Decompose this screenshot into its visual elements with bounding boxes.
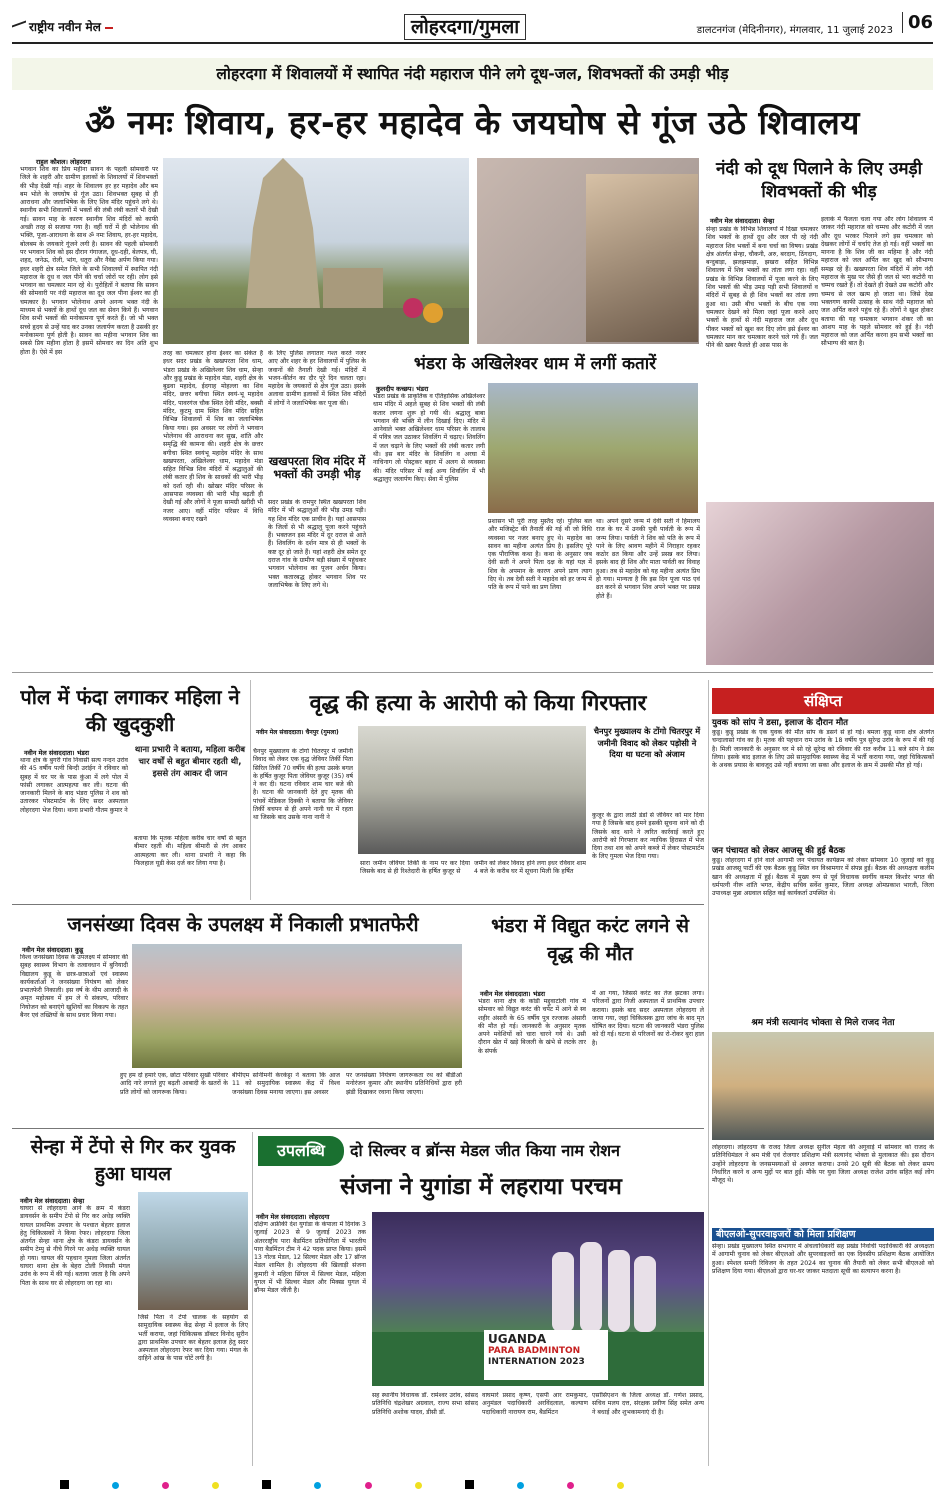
registration-marks — [60, 1474, 880, 1484]
brand-name: राष्ट्रीय नवीन मेल — [29, 20, 101, 34]
column-rule — [250, 680, 251, 900]
murder-arrest-col-2: जमीन को लेकर विवाद होने लगा इधर रविवार शाम 4 बजे के करीब घर में सूचना मिली कि हर्षित — [474, 860, 586, 876]
child-photo — [586, 174, 698, 342]
population-day-col-2: हुए हम दो हमारे एक, छोटा परिवार सुखी परिवार आदि नारे लगाते हुए बढ़ती आबादी के खतरों के प्रति लोगों को जागरूक किया। — [120, 1072, 228, 1096]
badminton-byline: नवीन मेल संवाददाता। लोहरदगा — [256, 1213, 330, 1221]
brand-dash-icon — [105, 27, 113, 29]
lead-column-2: तरह का चमत्कार होना ईश्वर का संकेत है इधर सदर प्रखंड के खखपरता शिव धाम, भंडरा प्रखंड के अखिलेश्वर शिव धाम, सेन्हा और कुडू प्रखंड के महादेव मंडा, शहरी क्षेत्र के बुढवा महादेव, ईदगाह मोहल्ला का शिव मंदिर, छत्तर बगीचा स्थित स्वयं-भू महादेव मंदिर, पावरगंज चौक स्थित देवी मंदिर, बक्सी मंदिर, कुटमु ग्राम स्थित शिव मंदिर सहित विभिन्न शिवालयों में शिव का जलाभिषेक किया गया। इस अवसर पर लोगों ने भगवान भोलेनाथ की आराधना कर सुख, शांति और समृद्धि की कामना की। शहरी क्षेत्र के छत्तर बगीचा स्थित स्वयंभू महादेव मंदिर के साथ खखपरता, अखिलेश्वर धाम, महादेव मंडा सहित विभिन्न शिव मंदिरों में श्रद्धालुओं की लंबी कतार ही शिव के साधकों की भारी भीड़ को दर्शा रही थी। खोखर मंदिर परिसर के आसपास व्यवस्था की भारी भीड़ बढ़ती ही देखी गई और लोगों ने पूजा सामग्री खरीदी भी नजर आए। वहीं मंदिर परिसर में विधि व्यवस्था बनाए रखने — [163, 350, 263, 523]
tempo-accident-text-2: जिसे पिता ने टेंपो चालक के सहयोग से सामुदायिक स्वास्थ्य केंद्र सेन्हा में इलाज के लिए भर्ती कराया, जहां चिकित्सक डॉक्टर विनोद सुरीन द्वारा प्राथमिक उपचार कर बेहतर इलाज हेतु सदर अस्पताल लोहरदगा रेफर कर दिया गया। मंगल के दाहिने आंख के पास चोटें लगी है। — [138, 1314, 248, 1363]
bhandra-akhileshwar-col-1: भंडरा प्रखंड के प्राकृतिक व ऐतिहासिक अखिलेश्वर धाम मंदिर में अहले सुबह से शिव भक्तों की लंबी कतार लगना शुरू हो गयी थी। श्रद्धालु बाबा भगवान की भक्ति में लीन दिखाई दिए। मंदिर में आनेवाले भक्त अखिलेश्वर धाम परिसर के तालाब में पवित्र जल उठाकर शिवलिंग में चढ़ाए। शिवलिंग में जल चढ़ाने के लिए भक्तों की लंबी कतार लगी थी। इस बार मंदिर के शिवलिंग व अरघा में नाचिनाग लो पोस्ट्रकर बहार में अलग से व्यवस्था की। मंदिर परिसर में कई अन्य शिवलिंग में भी श्रद्धालुए जलार्पण किए। सेवा में पुलिस — [373, 393, 485, 483]
pole-suicide-subhead: थाना प्रभारी ने बताया, महिला करीब चार वर्षों से बहुत बीमार रहती थी, इससे तंग आकर दी जान — [134, 744, 246, 778]
murder-arrest-col-3: कुजूर के द्वारा लाठी डंडों से जेवियर को मार दिया गया है जिसके बाद हमने इसकी सूचना थाने को दी जिसके बाद थाने ने त्वरित कार्रवाई करते हुए आरोपी को गिरफ्तार कर न्यायिक हिरासत में भेज दिया तथा शव को अपने कब्जे में लेकर पोस्टमार्टम के लिए गुमला भेज दिया गया। — [592, 812, 704, 861]
lead-kicker-bar — [12, 58, 933, 90]
bhandra-akhileshwar-byline: कुलदीप कच्छप। भंडरा — [376, 385, 429, 393]
registration-dot-icon — [415, 1482, 422, 1489]
badminton-title: संजना ने युगांडा में लहराया परचम — [340, 1174, 622, 1200]
khakhparta-text: सदर प्रखंड के रामपुर स्थित खखपरता शिव मंदिर में भी श्रद्धालुओं की भीड़ उमड़ पड़ी। यह शिव मंदिर एक प्राचीन है। यहां आसपास के जिलों से भी श्रद्धालु पूजा करने पहुंचते हैं। भक्तजन इस मंदिर में दूर दराज से आते हैं। शिवलिंग के दर्शन मात्र से ही भक्तों के कष्ट दूर हो जाते हैं। यहां शहरी क्षेत्र समेत दूर दराज गांव के ग्रामीण बड़ी संख्या में पहुंचकर भगवान भोलेनाथ का पूजन अर्चन किया। भक्त कतारबद्ध होकर भगवान शिव पर जलाभिषेक के लिए लगे थे। — [268, 499, 366, 589]
page-number: 06 — [902, 12, 933, 33]
sankshipt-item-2-text: कुडू। लोहरदगा में होने वाले आगामी जन पंचायत कार्यक्रम को लेकर सोमवार 10 जुलाई को कुडू प्रखंड आजसू पार्टी की एक बैठक कुडू स्थित वन विश्रामगार में संपन्न हुई। बैठक की अध्यक्षता कलीम खान की अध्यक्षता में हुई। बैठक में मुख्य रूप से पूर्व विधायक स्वर्गीय कमल किशोर भगत की धर्मपत्नी नीरू शांति भगत, केंद्रीय सचिव सर्वेश कुमार, जिला अध्यक्ष ओमप्रकाश भारती, जिला उपाध्यक्ष मुन्ना अग्रवाल सहित कई कार्यकर्ता उपस्थित थे। — [712, 857, 934, 898]
pole-suicide-text: थाना क्षेत्र के बुगरी गांव निवासी सत्य नन्दन उरांव की 45 वर्षीय पत्नी बिन्दी उरांईन ने रविवार को सुबह में घर पर के पास कुंआ में लगे पोल में फांसी लगाकर आत्महत्या कर ली। घटना की जानकारी मिलने के बाद भंडरा पुलिस ने शव को उतारकर पोस्टमार्टम के लिए सदर अस्पताल लोहरदगा भेज दिया। थाना प्रभारी गौतम कुमार ने — [20, 757, 128, 814]
lead-headline: ॐ नमः शिवाय, हर-हर महादेव के जयघोष से गूंज उठे शिवालय — [85, 103, 860, 142]
bhandra-akhileshwar-title: भंडरा के अखिलेश्वर धाम में लगीं कतारें — [413, 354, 657, 374]
column-rule — [708, 680, 709, 1466]
pole-suicide-title: पोल में फंदा लगाकर महिला ने की खुदकुशी — [20, 685, 240, 736]
registration-square-icon — [262, 1480, 271, 1489]
registration-dot-icon — [567, 1482, 574, 1489]
murder-arrest-subhead: चैनपुर मुख्यालय के टोंगो चितरपुर में जमीनी विवाद को लेकर पड़ोसी ने दिया था घटना को अंजाम — [593, 726, 701, 759]
registration-square-icon — [465, 1480, 474, 1489]
registration-dot-icon — [517, 1482, 524, 1489]
achievement-bar — [258, 1136, 678, 1166]
masthead — [12, 8, 933, 44]
registration-dot-icon — [212, 1482, 219, 1489]
nandi-box-col-2: इलाके में फैलता चला गया और लोग शिवालय में जाकर नंदी महाराज को चम्मच और कटोरी में जल और दूध भरकर पिलाने लगे इस चमत्कार को देखकर लोगों में चर्चाएं तेज हो गई। वहीं भक्तों का मानना है कि शिव जी का महिमा है और नंदी महाराज को जल अर्पित कर खुद को सौभाग्य समझ रहे हैं। खखपरता शिव मंदिरों में लोग नंदी महाराज के मुख पर जैसे ही जल से भरा कटोरी या चम्मच रखते हैं। तो देखते ही देखते उस कटोरी और चम्मच से जल खत्म हो जाता था। जिसे देख भक्तगण काफी उत्साह के साथ नंदी महाराज को जल अर्पित करने पहुंच रहे हैं। लोगों ने खुश होकर बताया की यह चमत्कार भगवान शंकर जी का आशय माह के पहले सोमवार को हुई है। नंदी महाराज को जल अर्पित करना हम सभी भक्तों का सौभाग्य की बात है। — [821, 216, 933, 348]
achievement-tag: उपलब्धि — [258, 1136, 344, 1166]
registration-square-icon — [60, 1480, 69, 1489]
murder-arrest-title: वृद्ध की हत्या के आरोपी को किया गिरफ्तार — [309, 691, 647, 716]
badminton-col-4: एसोसिएशन के जिला अध्यक्ष डॉ. गणेश प्रसाद, सचिव मलय दत्त, संरक्षक प्रवीण सिंह समेत अन्य ने बधाई और शुभकामनाएं दी है। — [592, 1392, 704, 1416]
section-divider — [12, 672, 933, 673]
rjd-meeting-photo — [712, 1032, 934, 1140]
registration-dot-icon — [162, 1482, 169, 1489]
banner-line-3: INTERNATION 2023 — [488, 1357, 585, 1367]
bhandra-current-col-2: में आ गया, जिससे करंट का तेज झटका लगा। परिजनों द्वारा निजी अस्पताल में प्राथमिक उपचार कराया। इसके बाद सदर अस्पताल लोहरदगा ले जाया गया, जहां चिकित्सक द्वारा जांच के बाद मृत घोषित कर दिया। घटना की जानकारी भंडरा पुलिस को दी गई। घटना से परिजनों का रो-रोकर बुरा हाल है। — [592, 990, 704, 1047]
banner-line-1: UGANDA — [488, 1332, 547, 1346]
registration-dot-icon — [112, 1482, 119, 1489]
tempo-accident-title: सेन्हा में टेंपो से गिर कर युवक हुआ घायल — [30, 1136, 236, 1185]
population-day-col-3: बीपीएम सोनीमनी केरकेट्टा ने बताया कि आज 11 को समुदायिक स्वास्थ्य केंद्र में विश्व जनसंख्या दिवस मनाया जाएगा। इस अवसर — [232, 1072, 340, 1096]
lead-column-1: भगवान शिव का प्रिय महीना सावन के पहली सोमवारी पर जिले के शहरी और ग्रामीण इलाकों के शिवालयों में शिवभक्तों की भीड़ देखी गई। शहर के शिवालय हर हर महादेव और बम बम भोले के जयघोष से गूंज उठा। शिवभक्त सुबह से ही आराधना और जलाभिषेक के लिए शिव मंदिर पहुंचने लगे थे। स्थानीय सभी शिवालयों में भक्तों की लंबी लंबी कतारें भी देखी गई। सावन माह के कारण स्थानीय शिव मंदिरों को काफी अच्छी तरह से सजाया गया है। वहीं घरों में ही भोलेनाथ की भक्ति, पूजा-आराधना के साथ ॐ नमः शिवाय, हर-हर महादेव, बोलबम के जयकारे गूंजने लगी है। सावन की पहली सोमवारी पर भगवान शिव को इस दौरान गंगाजल, दूध-दही, बेलपत्र, घी, शहद, जनेऊ, रोली, भांग, धतूरा और नैवेद्य अर्पण किया गया। इधर शहरी क्षेत्र समेत जिले के सभी शिवालयों में स्थापित नंदी महाराज के दूध व जल पीने की चर्चा जोरों पर रही। लोग इसे भगवान का चमत्कार मान रहे थे। पुरोहितों ने बताया कि सावन की सोमवारी पर नंदी महाराज का दूध जल पीना ईश्वर का ही चमत्कार है। भगवान भोलेनाथ अपने अनन्य भक्त नंदी के माध्यम से भक्तों के हाथों दूध जल का सेवन किये हैं। भगवान शिव सभी भक्तों की मनोकामना पूर्ण करते हैं। जो भी भक्त सच्चे हृदय से उन्हें याद कर उनका जलार्पण करता है उसकी हर मनोकामना पूर्ण होती है। सावन का महीना भगवान शिव का सबसे प्रिय महीना होता है इसमें सोमवार का दिन अति शुभ होता है। ऐसे में इस — [20, 166, 158, 356]
bhandra-akhileshwar-col-2: प्रशासन भी पूरी तरह मुस्तैद रहे। पुलिस बल और मजिस्ट्रेट की तैनाती की गई थी जो विधि व्यवस्था पर नजर बनाए हुए थे। महादेव का सावन का महीना अत्यंत प्रिय है। इसलिए पूरे एक पौराणिक कथा है। कथा के अनुसार जब देवी सती ने अपने पिता दक्ष के यहां यज्ञ में शिव के अपमान के कारण अपने प्राण त्याग दिए थे। तब देवी सती ने महादेव को हर जन्म में पति के रूप में पाने का प्रण लिया — [488, 518, 592, 592]
lead-byline: राहुल कौशल। लोहरदगा — [36, 158, 91, 166]
population-day-byline: नवीन मेल संवाददाता। कुडू — [22, 946, 84, 954]
bhandra-current-title: भंडरा में विद्युत करंट लगने से वृद्ध की मौत — [491, 915, 689, 965]
section-title: लोहरदगा/गुमला — [404, 14, 526, 40]
sankshipt-item-4-text: सेन्हा। प्रखंड मुख्यालय स्थित सभागार में अंचलाधिकारी सह प्रखंड निर्वाची पदाधिकारी की अध्यक्षता में आगामी चुनाव को लेकर बीएलओ और सुपरवाइजरों का एक दिवसीय प्रशिक्षण बैठक आयोजित हुआ। स्पेशल समरी रिविजन के तहत 2024 का चुनाव की तैयारी को लेकर सभी बीएलओ को प्रशिक्षण दिया गया। बीएलओ द्वारा घर-घर जाकर मतदाता सूची का सत्यापन करना है। — [712, 1243, 934, 1275]
dateline: डालटनगंज (मेदिनीनगर), मंगलवार, 11 जुलाई 2023 — [696, 25, 893, 36]
nandi-box-col-1: सेन्हा प्रखंड के विभिन्न शिवालयों में दिखा चमत्कार शिव भक्तों के हाथों दूध और जल पी रहे नंदी महाराज शिव भक्तों में बना चर्चा का विषय। प्रखंड क्षेत्र अंतर्गत सेन्हा, चौकनी, अरु, बरदाग, ठिंगदाग, बन्दुबाड़ा, झलझमाड़ा, झखरा सहित विभिन्न शिवालय में शिव भक्तों का तांता लगा रहा। वहीं प्रखंड के विभिन्न शिवालयों में पूजा करने के लिए शिव भक्तों की भीड़ उमड़ पड़ी सभी शिवालयों व मंदिरों में सुबह से ही शिव भक्तों का तांता लगा हुआ था। उसी बीच भक्तों के बीच एक नया चमत्कार देखने को मिला जहां पूजा करने आए भक्तों के हाथों से नंदी महाराज जल और दूध पीकर भक्तों को खुश कर दिए लोग इसे ईश्वर का चमत्कार मान कर चमत्कार करने चले गये हैं। जल पीने की खबर फैलते ही आस पास के — [706, 226, 818, 350]
bhandra-current-col-1: भंडरा थाना क्षेत्र के कांडी मद्दुवाटोली गांव में सोमवार को विद्युत करंट की चपेट में आने से स्व शहीर अंसारी के 65 वर्षीय पुत्र रज्जाक अंसारी की मौत हो गई। जानकारी के अनुसार मृतक अपने मवेशियों को चारा चारने गये थे। उसी दौरान खेत में खड़े बिजली के खंभे से लटके तार के संपर्क — [478, 998, 586, 1055]
murder-arrest-col-1: चैनपुर मुख्यालय के टोंगो चितरपुर में जमीनी विवाद को लेकर एक वृद्ध जेवियर तिर्की पिता सिरिल तिर्की 70 वर्षीय की हत्या उसके बगल के हर्षित कुजूर पिता जेवियर कुजूर (35) वर्ष ने कर दी। घटना रविवार शाम चार बजे की है। घटना की जानकारी देते हुए मृतक की पांचवें मेडिकल दिक्की ने बताया कि जेवियर तिर्की बचपन से ही अपने नानी घर में रहता था जिसके बाद उसके नाना नानी ने — [253, 748, 353, 822]
uganda-banner — [484, 1330, 608, 1380]
murder-arrest-caption: सारा जमीन जेवियर तिर्की के नाम पर कर दिया जिसके बाद से ही रिश्तेदारी के हर्षित कुजूर से — [360, 860, 470, 876]
lead-column-3: के लिए पुलिस लगातार गश्त करते नजर आए और शहर के हर शिवालयों में पुलिस के जवानों की तैनाती देखी गई। मंदिरों में भजन-कीर्तन का दौर पूरे दिन चलता रहा। महादेव के जयकारों से क्षेत्र गूंज उठा। इसके अलावा ग्रामीण इलाकों में स्थित शिव मंदिरों में लोगों ने जलाभिषेक कर पूजा की। — [268, 350, 366, 407]
column-rule — [252, 1132, 253, 1466]
sankshipt-item-3-title: श्रम मंत्री सत्यानंद भोक्ता से मिले राजद नेता — [751, 1018, 895, 1028]
sankshipt-item-2-title: जन पंचायत को लेकर आजसू की हुई बैठक — [712, 846, 845, 856]
akhileshwar-photo — [488, 383, 698, 513]
divider-population — [12, 904, 704, 905]
population-day-title: जनसंख्या दिवस के उपलक्ष्य में निकाली प्रभातफेरी — [67, 913, 419, 936]
pole-suicide-text-2: बताया कि मृतक महिला करीब चार वर्षों से बहुत बीमार रहती थी। महिला बीमारी से तंग आकर आत्महत्या कर ली। थाना प्रभारी ने कहा कि फिलहाल यूडी केस दर्ज कर लिया गया है। — [134, 835, 246, 867]
nandi-box-byline: नवीन मेल संवाददाता। सेन्हा — [710, 217, 775, 225]
banner-line-2: PARA BADMINTON — [488, 1346, 581, 1356]
sankshipt-item-4-title: बीएलओ-सुपरवाइजरों को मिला प्रशिक्षण — [712, 1228, 934, 1241]
achievement-kicker: दो सिल्वर व ब्रॉन्स मेडल जीत किया नाम रोशन — [350, 1141, 620, 1160]
lead-kicker: लोहरदगा में शिवालयों में स्थापित नंदी महाराज पीने लगे दूध-जल, शिवभक्तों की उमड़ी भीड़ — [216, 65, 729, 83]
sankshipt-item-1-text: कुडू। कुडू प्रखंड के एक युवक की मौत सांप के डसने से हो गई। बमला कुडू थाना क्षेत्र अंतर्गत चन्दालासो गांव का है। मृतक की पहचान राम उरांव के 18 वर्षीय पुत्र सुरेन्द्र उरांव के रूप में की गई है। मिली जानकारी के अनुसार घर मे सो रहे सुरेन्द्र को रविवार की रात करीब 11 बजे सांप ने डंस लिया। इसके बाद इलाज के लिए उसे सामुदायिक स्वास्थ्य केंद्र में भर्ती कराया गया, जहां चिकित्सकों के अथक प्रयास के बावजूद उसे नहीं बचाया जा सका और इलाज के क्रम में उसकी मौत हो गई। — [712, 729, 934, 770]
injured-youth-photo — [138, 1192, 248, 1310]
rally-photo — [132, 944, 462, 1068]
temple-illustration — [163, 158, 469, 344]
sankshipt-item-1-title: युवक को सांप ने डसा, इलाज के दौरान मौत — [712, 718, 849, 728]
pole-suicide-byline: नवीन मेल संवाददाता। भंडरा — [24, 749, 90, 757]
registration-dot-icon — [617, 1482, 624, 1489]
murder-arrest-byline: नवीन मेल संवाददाता। चैनपुर (गुमला) — [256, 729, 339, 736]
badminton-col-3: वाघमारे प्रसाद कृष्ण, एसपी आर रामकुमार, अनुमंडल पदाधिकारी अरविंदलाल, कल्याण पदाधिकारी नारायण राम, बैडमिंटन — [482, 1392, 588, 1416]
tempo-accident-byline: नवीन मेल संवाददाता। सेन्हा — [20, 1197, 85, 1205]
registration-dot-icon — [365, 1482, 372, 1489]
badminton-photo — [372, 1212, 704, 1386]
badminton-col-1: दक्षिण अफ्रीकी देश युगांडा के कंपाला में दिनांक 3 जुलाई 2023 से 9 जुलाई 2023 तक अंतरराष्ट्रीय पारा बैडमिंटन प्रतियोगिता में भारतीय पारा बैडमिंटन टीम ने 42 पदक प्राप्त किया। इसमें 13 गोल्ड मेडल, 12 सिल्वर मेडल और 17 ब्रॉन्ज मेडल शामिल है। लोहरदगा की खिलाड़ी संजना कुमारी ने महिला सिंगल में सिल्वर मेडल, महिला युगल में भी सिल्वर मेडल और मिक्स्ड युगल में ब्रॉन्स मेडल जीती है। — [254, 1221, 366, 1295]
nandi-box-title: नंदी को दूध पिलाने के लिए उमड़ी शिवभक्तों की भीड़ — [715, 159, 923, 202]
registration-dot-icon — [314, 1482, 321, 1489]
divider-bottom — [12, 1128, 704, 1129]
temple-photo — [163, 158, 469, 344]
nandi-photo — [706, 502, 934, 665]
sankshipt-item-3-text: लोहरदगा। लोहरदगा के राजद जिला अध्यक्ष सुनील मेहता की अगुवाई में सोमवार को राजद के प्रतिनिधिमंडल ने श्रम मंत्री एवं रोजगार प्रशिक्षण मंत्री सत्यानंद भोक्ता से मुलाकात की। इस दौरान उन्होंने लोहरदगा के जनसमस्याओं से अवगत कराया। उनसे 20 सूत्री की बैठक को लेकर समय निर्धारित करने व अन्य मुद्दों पर बात हुई। मौके पर युवा जिला अध्यक्ष राजेश उरांव सहित कई लोग मौजूद थे। — [712, 1144, 934, 1185]
sankshipt-head: संक्षिप्त — [712, 688, 934, 714]
brand — [12, 18, 113, 35]
population-day-col-4: पर जनसंख्या नियंत्रण जागरूकता रथ को बीडीओ मनोरंजन कुमार और स्थानीय प्रतिनिधियों द्वारा हरी झंडी दिखाकर रवाना किया जाएगा। — [346, 1072, 462, 1096]
bhandra-current-byline: नवीन मेल संवाददाता। भंडरा — [480, 990, 546, 998]
population-day-col-1: विश्व जनसंख्या दिवस के उपलक्ष्य में सोमवार की सुबह स्वास्थ्य विभाग के तत्वावधान में बुनियादी विद्यालय कुडू के छात्र-छात्राओं एवं स्वास्थ्य कार्यकर्ताओं ने जनसंख्या नियंत्रण को लेकर प्रभातफेरी निकाली। इस वर्ष के थीम आजादी के अमृत महोत्सव में हम ले ये संकल्प, परिवार नियोजन को बनाएंगे खुशियों का विकल्प के तहत बैनर एवं तख्तियों के साथ प्रचार किया गया। — [20, 954, 128, 1020]
bird-logo-icon — [12, 20, 26, 33]
badminton-col-2: सह स्थानीय विधायक डॉ. रामेश्वर उरांव, सांसद प्रतिनिधि चंद्रशेखर अग्रवाल, राज्य सभा सांसद प्रतिनिधि अशोक यादव, डीसी डॉ. — [372, 1392, 478, 1416]
police-photo — [358, 726, 586, 854]
tempo-accident-text: घाघरा से लोहरदगा आने के क्रम में कंडरा डायवर्सन के समीप टेंपो से गिर कर अधेड़ व्यक्ति घायल प्राथमिक उपचार के पश्चात बेहतर इलाज हेतु चिकित्सकों ने किया रेफर। लोहरदगा जिला अंतर्गत सेन्हा थाना क्षेत्र के कंडरा डायवर्सन के समीप टेम्पु से नीचे गिरने पर अधेड़ व्यक्ति घायल हो गया। घायल की पहचान गुमला जिला अंतर्गत घाघरा थाना क्षेत्र के बेहरा टोली निवासी मंगल उरांव के रूप में की गई। बताया जाता है कि अपने पिता के साथ घर से लोहरदगा जा रहा था। — [20, 1205, 130, 1287]
khakhparta-title: खखपरता शिव मंदिर में भक्तों की उमड़ी भीड़ — [268, 454, 366, 481]
bhandra-akhileshwar-col-3: था। अपने दूसरे जन्म में देवी सती ने हिमालय राज के घर में उनकी पुत्री पार्वती के रूप में जन्म लिया। पार्वती ने शिव को पति के रूप में पाने के लिए श्रावण महीने में निराहार रहकर कठोर व्रत किया और उन्हें प्रसन्न कर लिया। इसके बाद ही शिव और माता पार्वती का विवाह हुआ। तब से महादेव को यह महीना अत्यंत प्रिय हो गया। मान्यता है कि इस दिन पूजा पाठ एवं व्रत करने से भगवान शिव अपने भक्त पर प्रसन्न होते हैं। — [596, 518, 700, 600]
